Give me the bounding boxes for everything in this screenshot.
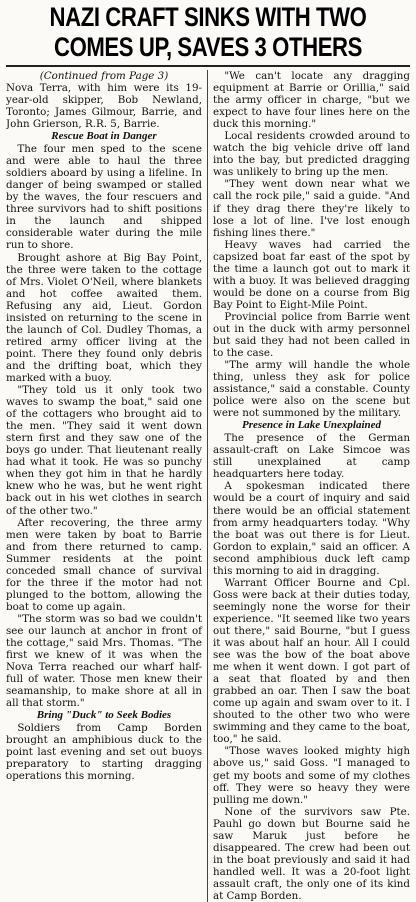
article-columns	[6, 70, 410, 902]
right-column	[208, 70, 410, 902]
paragraph: Warrant Officer Bourne and Cpl. Goss were back at their duties today, seemingly none the worse for their experience. "It seemed like two years out there," said Bourne, "but I guess it was about half an hour. All I could see was the bow of the boat above me when it went down. I got part of a seat that floated by and then grabbed an oar. Then I saw the boat come up again and swam over to it. I shouted to the other two who were swimming and they came to the boat, too," he said.	[213, 576, 410, 746]
paragraph: A spokesman indicated there would be a court of inquiry and said there would be an official statement from army headquarters today. "Why the boat was out there is for Lieut. Gordon to explain," said an officer. A second amphibious duck left camp this morning to aid in dragging.	[213, 480, 410, 577]
left-column	[6, 70, 208, 902]
continued-note: (Continued from Page 3)	[39, 70, 169, 82]
subheading-bring-duck: Bring "Duck" to Seek Bodies	[36, 709, 172, 722]
headline-line-2: COMES UP, SAVES 3 OTHERS	[53, 32, 362, 62]
headline-rule	[6, 65, 410, 67]
paragraph: Soldiers from Camp Borden brought an amphibious duck to the point last evening and set out buoys preparatory to starting dragging operations this morning.	[6, 722, 202, 783]
paragraph: "We can't locate any dragging equipment at Barrie or Orillia," said the army officer in charge, "but we expect to have four lines here on the duck this morning."	[213, 70, 410, 131]
paragraph: After recovering, the three army men were taken by boat to Barrie and from there returned to camp. Summer residents at the point conceded small chance of survival for the three if the motor had not plunged to the bottom, allowing the boat to come up again.	[6, 516, 202, 613]
paragraph: Provincial police from Barrie went out in the duck with army personnel but said they had not been called in to the case.	[213, 310, 410, 360]
subheading-rescue-boat: Rescue Boat in Danger	[51, 130, 157, 143]
paragraph: Heavy waves had carried the capsized boat far east of the spot by the time a launch got out to mark it with a buoy. It was believed dragging would be done on a course from Big Bay Point to Eight-Mile Point.	[213, 238, 410, 311]
paragraph: The four men sped to the scene and were able to haul the three soldiers aboard by using a lifeline. In danger of being swamped or stalled by the waves, the four rescuers and three survivors had to shift positions in the launch and shipped considerable water during the mile run to shore.	[6, 143, 202, 252]
paragraph: Local residents crowded around to watch the big vehicle drive off land into the bay, but predicted dragging was unlikely to bring up the men.	[213, 130, 410, 179]
paragraph: "The storm was so bad we couldn't see our launch at anchor in front of the cottage," said Mrs. Thomas. "The first we knew of it was when the Nova Terra reached our wharf half-full of water. Those men knew their seamanship, to make shore at all in all that storm."	[6, 612, 202, 710]
paragraph: "Those waves looked mighty high above us," said Goss. "I managed to get my boots and some of my clothes off. They were so heavy they were pulling me down."	[213, 745, 410, 806]
paragraph: Nova Terra, with him were its 19-year-old skipper, Bob Newland, Toronto; James Gilmour, Barrie, and John Grierson, R.R. 5, Barrie.	[6, 82, 202, 131]
paragraph: Brought ashore at Big Bay Point, the three were taken to the cottage of Mrs. Violet O'Neil, where blankets and hot coffee awaited them. Refusing any aid, Lieut. Gordon insisted on returning to the scene in the launch of Col. Dudley Thomas, a retired army officer living at the point. There they found only debris and the drifting boat, which they marked with a buoy.	[6, 251, 202, 384]
paragraph: The presence of the German assault-craft on Lake Simcoe was still unexplained at camp headquarters here today.	[213, 432, 410, 481]
paragraph: "The army will handle the whole thing, unless they ask for police assistance," said a constable. County police were also on the scene but were not summoned by the military.	[213, 359, 410, 420]
subheading-presence-unexplained: Presence in Lake Unexplained	[241, 419, 381, 432]
headline-line-1: NAZI CRAFT SINKS WITH TWO	[49, 2, 367, 32]
paragraph: None of the survivors saw Pte. Pauhl go down but Bourne said he saw Maruk just before he disappeared. The crew had been out in the boat previously and said it had handled well. It was a 20-foot light assault craft, the only one of its kind at Camp Borden.	[213, 805, 410, 902]
paragraph: "They went down near what we call the rock pile," said a guide. "And if they drag there they're likely to lose a lot of line. I've lost enough fishing lines there."	[213, 178, 410, 239]
paragraph: "They told us it only took two waves to swamp the boat," said one of the cottagers who brought aid to the men. "They said it went down stern first and they saw one of the boys go under. That lieutenant really had what it took. He was so punchy when they got him in that he hardly knew who he was, but he went right back out in his wet clothes in search of the other two."	[6, 384, 202, 517]
